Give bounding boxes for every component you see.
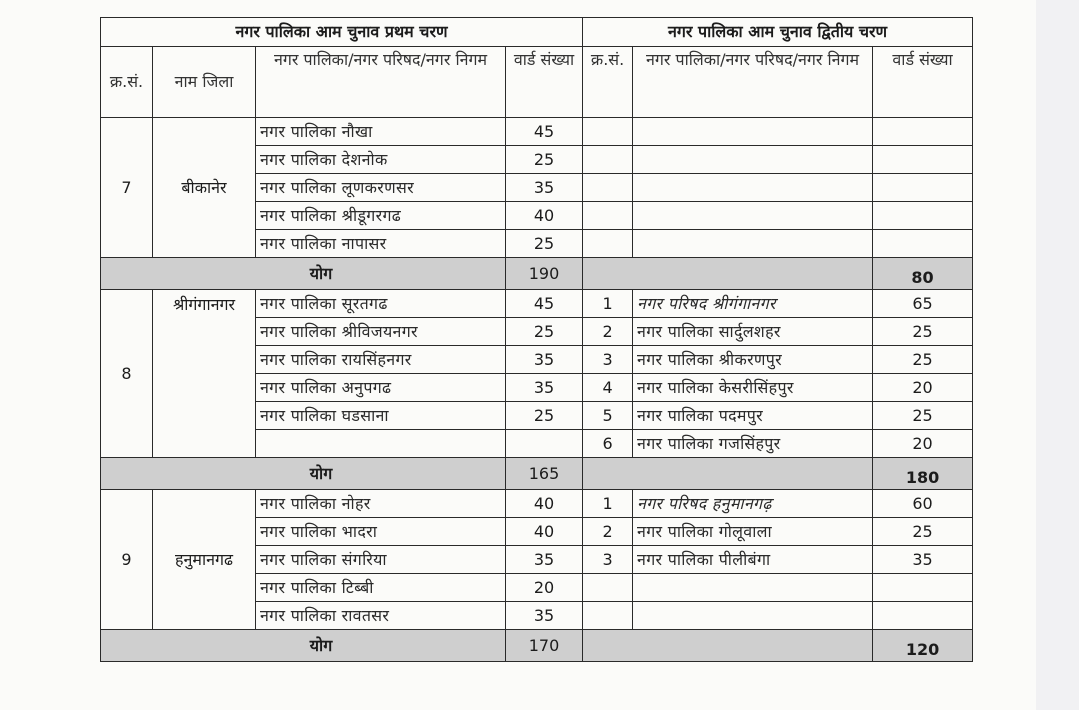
total-row: [101, 458, 973, 490]
phase2-sno: 3: [583, 546, 633, 574]
phase1-total: 170: [506, 630, 583, 662]
district-sno: 8: [101, 290, 153, 458]
phase2-sno: [583, 574, 633, 602]
phase2-body-name: नगर पालिका गोलूवाला: [633, 518, 873, 546]
phase2-total: 120: [873, 630, 973, 662]
phase2-sno: 1: [583, 490, 633, 518]
phase2-body-name: [633, 602, 873, 630]
phase1-ward-count: 40: [506, 490, 583, 518]
phase1-ward-count: 40: [506, 518, 583, 546]
phase1-body-name: नगर पालिका नोहर: [256, 490, 506, 518]
phase1-total: 190: [506, 258, 583, 290]
phase1-total: 165: [506, 458, 583, 490]
phase2-ward-count: [873, 118, 973, 146]
col-header-sno2: क्र.सं.: [583, 47, 633, 118]
phase1-title: नगर पालिका आम चुनाव प्रथम चरण: [101, 18, 583, 47]
district-name: हनुमानगढ: [153, 490, 256, 630]
phase2-total-blank: [583, 630, 873, 662]
phase1-ward-count: 25: [506, 402, 583, 430]
phase2-ward-count: [873, 174, 973, 202]
phase2-sno: [583, 146, 633, 174]
phase2-body-name: [633, 118, 873, 146]
phase2-body-name: नगर परिषद हनुमानगढ़: [633, 490, 873, 518]
col-header-body2: नगर पालिका/नगर परिषद/नगर निगम: [633, 47, 873, 118]
phase1-ward-count: 40: [506, 202, 583, 230]
phase1-body-name: नगर पालिका टिब्बी: [256, 574, 506, 602]
phase1-body-name: नगर पालिका लूणकरणसर: [256, 174, 506, 202]
election-phase-table: [100, 17, 973, 662]
phase2-title: नगर पालिका आम चुनाव द्वितीय चरण: [583, 18, 973, 47]
phase2-body-name: नगर पालिका गजसिंहपुर: [633, 430, 873, 458]
phase1-body-name: नगर पालिका नापासर: [256, 230, 506, 258]
phase2-sno: 2: [583, 518, 633, 546]
phase2-sno: 3: [583, 346, 633, 374]
phase2-sno: [583, 118, 633, 146]
phase1-ward-count: 20: [506, 574, 583, 602]
col-header-body: नगर पालिका/नगर परिषद/नगर निगम: [256, 47, 506, 118]
total-label: योग: [101, 258, 506, 290]
phase2-body-name: नगर पालिका पदमपुर: [633, 402, 873, 430]
phase2-ward-count: 35: [873, 546, 973, 574]
phase1-body-name: नगर पालिका रायसिंहनगर: [256, 346, 506, 374]
phase2-body-name: [633, 202, 873, 230]
phase2-ward-count: 60: [873, 490, 973, 518]
phase2-sno: [583, 602, 633, 630]
phase2-ward-count: [873, 230, 973, 258]
phase1-ward-count: 35: [506, 174, 583, 202]
district-name: श्रीगंगानगर: [153, 290, 256, 458]
total-label: योग: [101, 630, 506, 662]
phase2-body-name: [633, 174, 873, 202]
table-row: [101, 290, 973, 318]
phase1-ward-count: 35: [506, 374, 583, 402]
phase2-ward-count: 20: [873, 430, 973, 458]
phase2-sno: 5: [583, 402, 633, 430]
phase2-ward-count: [873, 202, 973, 230]
background-strip: [1036, 0, 1079, 710]
phase2-body-name: नगर पालिका केसरीसिंहपुर: [633, 374, 873, 402]
phase2-body-name: नगर पालिका श्रीकरणपुर: [633, 346, 873, 374]
district-name: बीकानेर: [153, 118, 256, 258]
col-header-wards: वार्ड संख्या: [506, 47, 583, 118]
phase2-ward-count: 25: [873, 346, 973, 374]
phase1-body-name: नगर पालिका संगरिया: [256, 546, 506, 574]
phase2-sno: 2: [583, 318, 633, 346]
phase2-total: 80: [873, 258, 973, 290]
phase2-ward-count: 65: [873, 290, 973, 318]
phase2-ward-count: 25: [873, 402, 973, 430]
phase2-body-name: [633, 230, 873, 258]
phase1-body-name: नगर पालिका श्रीडूगरगढ: [256, 202, 506, 230]
phase2-total-blank: [583, 458, 873, 490]
col-header-wards2: वार्ड संख्या: [873, 47, 973, 118]
phase1-body-name: नगर पालिका देशनोक: [256, 146, 506, 174]
phase1-body-name: नगर पालिका घडसाना: [256, 402, 506, 430]
phase2-total-blank: [583, 258, 873, 290]
phase1-body-name: नगर पालिका श्रीविजयनगर: [256, 318, 506, 346]
phase2-sno: 1: [583, 290, 633, 318]
phase1-body-name: नगर पालिका भादरा: [256, 518, 506, 546]
phase1-body-name: नगर पालिका अनुपगढ: [256, 374, 506, 402]
total-row: [101, 258, 973, 290]
phase1-ward-count: [506, 430, 583, 458]
phase2-total: 180: [873, 458, 973, 490]
phase1-ward-count: 35: [506, 346, 583, 374]
phase1-body-name: नगर पालिका नौखा: [256, 118, 506, 146]
phase1-ward-count: 45: [506, 290, 583, 318]
phase2-ward-count: 25: [873, 318, 973, 346]
district-sno: 9: [101, 490, 153, 630]
phase2-sno: [583, 230, 633, 258]
total-label: योग: [101, 458, 506, 490]
phase1-body-name: [256, 430, 506, 458]
total-row: [101, 630, 973, 662]
phase1-body-name: नगर पालिका सूरतगढ: [256, 290, 506, 318]
phase2-body-name: नगर पालिका पीलीबंगा: [633, 546, 873, 574]
phase2-ward-count: 25: [873, 518, 973, 546]
phase2-body-name: नगर पालिका सार्दुलशहर: [633, 318, 873, 346]
phase2-ward-count: [873, 574, 973, 602]
table-row: [101, 118, 973, 146]
col-header-district: नाम जिला: [153, 47, 256, 118]
phase2-ward-count: 20: [873, 374, 973, 402]
phase1-ward-count: 25: [506, 318, 583, 346]
phase2-body-name: [633, 146, 873, 174]
phase2-ward-count: [873, 146, 973, 174]
phase1-ward-count: 35: [506, 602, 583, 630]
phase2-sno: 4: [583, 374, 633, 402]
col-header-sno: क्र.सं.: [101, 47, 153, 118]
phase2-body-name: नगर परिषद श्रीगंगानगर: [633, 290, 873, 318]
phase1-ward-count: 25: [506, 230, 583, 258]
phase2-body-name: [633, 574, 873, 602]
table-row: [101, 490, 973, 518]
phase2-sno: 6: [583, 430, 633, 458]
phase2-sno: [583, 174, 633, 202]
phase1-ward-count: 45: [506, 118, 583, 146]
district-sno: 7: [101, 118, 153, 258]
phase2-sno: [583, 202, 633, 230]
phase2-ward-count: [873, 602, 973, 630]
phase1-ward-count: 35: [506, 546, 583, 574]
phase1-body-name: नगर पालिका रावतसर: [256, 602, 506, 630]
phase1-ward-count: 25: [506, 146, 583, 174]
